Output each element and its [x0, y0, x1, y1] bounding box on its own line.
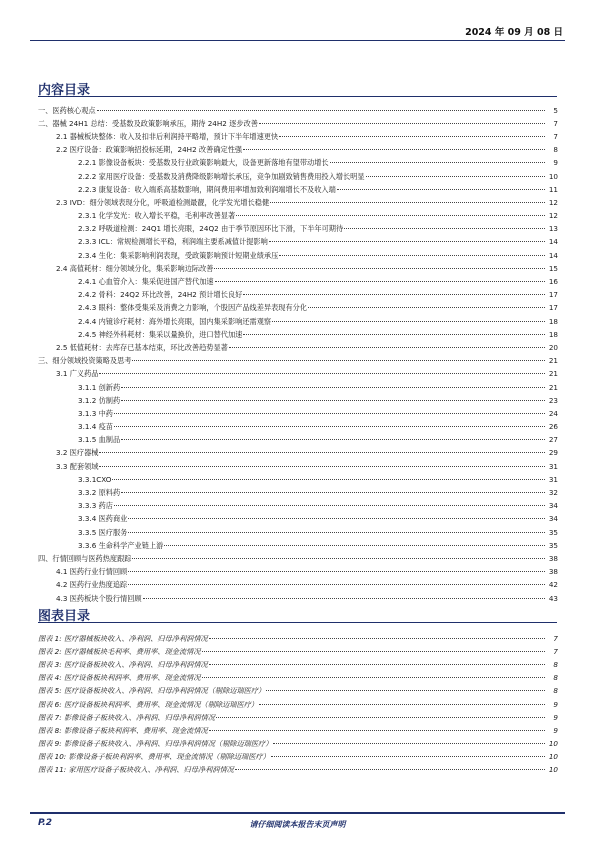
toc-entry-page: 18: [548, 316, 558, 326]
leader-dots: [99, 445, 545, 454]
leader-dots: [114, 405, 545, 414]
toc-entry-label: 3.3.2 原料药: [78, 488, 121, 498]
toc-entry[interactable]: [38, 458, 558, 471]
figure-entry-label: 图表 5: 医疗设备板块收入、净利润、归母净利润情况（剔除迈瑞医疗）: [38, 686, 266, 696]
toc-entry-page: 38: [548, 553, 558, 563]
leader-dots: [99, 458, 545, 467]
figure-entry-page: 10: [548, 765, 558, 775]
leader-dots: [121, 484, 545, 493]
figure-entry-page: 9: [553, 699, 558, 709]
toc-entry-label: 2.3.4 生化：集采影响利润表现，受政策影响预计短期业绩承压: [78, 250, 279, 260]
leader-dots: [209, 656, 545, 665]
figure-entry-page: 7: [553, 646, 558, 656]
toc-entry-label: 3.3.3 药店: [78, 501, 113, 511]
toc-entry[interactable]: [38, 524, 558, 537]
figure-entry-page: 10: [548, 739, 558, 749]
leader-dots: [259, 696, 545, 705]
toc-entry[interactable]: [38, 168, 558, 181]
toc-entry-label: 3.3.5 医疗服务: [78, 527, 128, 537]
toc-entry-page: 11: [548, 184, 558, 194]
figure-entry[interactable]: [38, 683, 558, 696]
figure-entry-label: 图表 6: 医疗设备板块利润率、费用率、现金流情况（剔除迈瑞医疗）: [38, 699, 259, 709]
toc-entry-page: 29: [548, 448, 558, 458]
toc-entry[interactable]: [38, 445, 558, 458]
leader-dots: [128, 511, 545, 520]
figure-entry-page: 10: [548, 752, 558, 762]
toc-entry[interactable]: [38, 590, 558, 603]
figure-entry[interactable]: [38, 670, 558, 683]
toc-entry[interactable]: [38, 115, 558, 128]
page-number: P.2: [38, 818, 52, 828]
toc-entry-label: 3.3.6 生命科学产业链上游: [78, 540, 164, 550]
figure-entry[interactable]: [38, 630, 558, 643]
leader-dots: [270, 194, 545, 203]
toc-entry-page: 31: [548, 461, 558, 471]
toc-title-rule: [38, 96, 557, 97]
toc-entry-label: 四、行情回顾与医药热度跟踪: [38, 553, 132, 563]
leader-dots: [243, 326, 545, 335]
figure-entry-label: 图表 10: 影像设备子板块利润率、费用率、现金流情况（剔除迈瑞医疗）: [38, 752, 270, 762]
leader-dots: [132, 353, 545, 362]
toc-entry-label: 2.5 低值耗材：去库存已基本结束，环比改善趋势显著: [56, 342, 228, 352]
toc-entry[interactable]: [38, 405, 558, 418]
toc-entry[interactable]: [38, 379, 558, 392]
figure-entry-label: 图表 9: 影像设备子板块收入、净利润、归母净利润情况（剔除迈瑞医疗）: [38, 739, 273, 749]
header-rule: [30, 40, 565, 41]
leader-dots: [344, 221, 545, 230]
figure-entry-page: 8: [553, 673, 558, 683]
toc-entry-page: 27: [548, 435, 558, 445]
toc-entry-page: 34: [548, 501, 558, 511]
leader-dots: [114, 419, 545, 428]
toc-entry-label: 2.2.2 家用医疗设备：受基数及消费降级影响增长承压，竞争加剧致销售费用投入增长明显: [78, 171, 365, 181]
figure-entry[interactable]: [38, 749, 558, 762]
toc-entry[interactable]: [38, 287, 558, 300]
toc-entry-page: 35: [548, 527, 558, 537]
toc-entry-page: 14: [548, 237, 558, 247]
footer-rule: [30, 812, 565, 814]
figure-entry[interactable]: [38, 709, 558, 722]
toc-entry-page: 31: [548, 474, 558, 484]
toc-entry[interactable]: [38, 155, 558, 168]
toc-entry[interactable]: [38, 419, 558, 432]
toc-entry[interactable]: [38, 181, 558, 194]
leader-dots: [216, 709, 545, 718]
toc-entry[interactable]: [38, 208, 558, 221]
leader-dots: [229, 339, 545, 348]
leader-dots: [272, 313, 545, 322]
toc-entry[interactable]: [38, 432, 558, 445]
report-date: 2024 年 09 月 08 日: [465, 27, 563, 38]
toc-entry-page: 17: [548, 303, 558, 313]
toc-entry[interactable]: [38, 392, 558, 405]
leader-dots: [209, 630, 545, 639]
leader-dots: [99, 366, 545, 375]
toc-entry-label: 3.3 配套领域: [56, 461, 99, 471]
toc-entry[interactable]: [38, 221, 558, 234]
toc-entry-page: 18: [548, 329, 558, 339]
toc-entry-page: 21: [548, 382, 558, 392]
leader-dots: [266, 683, 545, 692]
toc-entry-page: 21: [548, 356, 558, 366]
leader-dots: [112, 471, 545, 480]
toc-entry-page: 34: [548, 514, 558, 524]
toc-entry-label: 一、医药核心观点: [38, 105, 96, 115]
figure-entry[interactable]: [38, 696, 558, 709]
figure-entry-page: 9: [553, 712, 558, 722]
toc-entry-page: 43: [548, 593, 558, 603]
toc-entry-page: 38: [548, 567, 558, 577]
leader-dots: [143, 590, 545, 599]
toc-entry-label: 2.4 高值耗材：细分领域分化，集采影响边际改善: [56, 263, 214, 273]
figure-entry-label: 图表 8: 影像设备子板块利润率、费用率、现金流情况: [38, 725, 208, 735]
toc-entry-page: 5: [553, 105, 558, 115]
toc-list: [38, 102, 558, 603]
toc-entry-label: 2.2 医疗设备：政策影响招投标延期，24H2 改善确定性强: [56, 145, 243, 155]
toc-entry-page: 12: [548, 211, 558, 221]
toc-entry-label: 二、器械 24H1 总结：受基数及政策影响承压，期待 24H2 逐步改善: [38, 118, 258, 128]
toc-entry[interactable]: [38, 564, 558, 577]
figure-entry-label: 图表 7: 影像设备子板块收入、净利润、归母净利润情况: [38, 712, 215, 722]
toc-entry-page: 8: [553, 145, 558, 155]
toc-entry[interactable]: [38, 128, 558, 141]
leader-dots: [121, 432, 545, 441]
leader-dots: [164, 537, 545, 546]
figures-list: [38, 630, 558, 775]
figure-entry[interactable]: [38, 736, 558, 749]
toc-entry[interactable]: [38, 511, 558, 524]
toc-entry[interactable]: [38, 194, 558, 207]
leader-dots: [209, 722, 545, 731]
leader-dots: [128, 524, 545, 533]
toc-entry-label: 3.2 医疗器械: [56, 448, 99, 458]
toc-entry-label: 2.2.3 康复设备：收入端系高基数影响，期间费用率增加致利润端增长不及收入端: [78, 184, 336, 194]
toc-entry-label: 2.3.2 呼吸道检测：24Q1 增长亮眼，24Q2 由于季节原因环比下滑，下半年可期待: [78, 224, 344, 234]
toc-entry-page: 16: [548, 277, 558, 287]
figure-entry[interactable]: [38, 656, 558, 669]
leader-dots: [121, 379, 545, 388]
toc-entry-page: 35: [548, 540, 558, 550]
toc-entry-page: 7: [553, 118, 558, 128]
leader-dots: [330, 155, 545, 164]
toc-entry-label: 2.1 器械板块整体：收入及扣非后利润持平略增，预计下半年增速更快: [56, 131, 279, 141]
toc-entry-label: 2.2.1 影像设备板块：受基数及行业政策影响最大，设备更新落地有望带动增长: [78, 158, 329, 168]
leader-dots: [236, 208, 545, 217]
toc-entry-label: 2.4.4 内镜诊疗耗材：海外增长亮眼，国内集采影响还需观察: [78, 316, 272, 326]
toc-entry[interactable]: [38, 260, 558, 273]
toc-entry[interactable]: [38, 234, 558, 247]
toc-entry[interactable]: [38, 471, 558, 484]
toc-entry-page: 10: [548, 171, 558, 181]
figure-entry-label: 图表 2: 医疗器械板块毛利率、费用率、现金流情况: [38, 646, 201, 656]
leader-dots: [132, 550, 545, 559]
figure-entry[interactable]: [38, 643, 558, 656]
toc-entry-label: 4.2 医药行业热度追踪: [56, 580, 128, 590]
leader-dots: [214, 260, 545, 269]
leader-dots: [271, 749, 545, 758]
leader-dots: [97, 102, 545, 111]
toc-entry-page: 42: [548, 580, 558, 590]
toc-entry-page: 13: [548, 224, 558, 234]
toc-entry-page: 17: [548, 290, 558, 300]
leader-dots: [273, 736, 545, 745]
leader-dots: [128, 564, 545, 573]
toc-entry[interactable]: [38, 339, 558, 352]
leader-dots: [337, 181, 545, 190]
toc-entry[interactable]: [38, 484, 558, 497]
toc-entry-page: 23: [548, 395, 558, 405]
leader-dots: [279, 128, 545, 137]
toc-entry-label: 2.4.5 神经外科耗材：集采以量换价，进口替代加速: [78, 329, 243, 339]
toc-entry-page: 9: [553, 158, 558, 168]
toc-entry-label: 3.3.4 医药商业: [78, 514, 128, 524]
leader-dots: [235, 762, 545, 771]
toc-entry-label: 3.1 广义药品: [56, 369, 99, 379]
toc-entry[interactable]: [38, 537, 558, 550]
leader-dots: [202, 670, 545, 679]
toc-entry-label: 2.4.2 骨科：24Q2 环比改善，24H2 预计增长良好: [78, 290, 243, 300]
toc-entry-page: 12: [548, 197, 558, 207]
leader-dots: [114, 498, 545, 507]
toc-entry-label: 4.1 医药行业行情回顾: [56, 567, 128, 577]
toc-entry-page: 20: [548, 342, 558, 352]
leader-dots: [308, 300, 545, 309]
toc-entry-label: 2.3.1 化学发光：收入增长平稳，毛利率改善显著: [78, 211, 236, 221]
toc-entry[interactable]: [38, 313, 558, 326]
toc-entry[interactable]: [38, 577, 558, 590]
leader-dots: [215, 273, 545, 282]
toc-entry-label: 4.3 医药板块个股行情回顾: [56, 593, 142, 603]
leader-dots: [202, 643, 545, 652]
figure-entry[interactable]: [38, 722, 558, 735]
leader-dots: [128, 577, 545, 586]
disclaimer-note: 请仔细阅读本报告末页声明: [249, 820, 346, 829]
toc-entry-page: 21: [548, 369, 558, 379]
toc-entry[interactable]: [38, 550, 558, 563]
leader-dots: [121, 392, 545, 401]
figure-entry-page: 7: [553, 633, 558, 643]
toc-entry[interactable]: [38, 300, 558, 313]
figure-entry-label: 图表 3: 医疗设备板块收入、净利润、归母净利润情况: [38, 659, 208, 669]
toc-entry-label: 2.4.3 眼科：整体受集采及消费之力影响，个股因产品线差异表现有分化: [78, 303, 308, 313]
toc-entry-label: 3.1.3 中药: [78, 408, 113, 418]
toc-entry-label: 3.1.4 疫苗: [78, 422, 113, 432]
figures-title-rule: [38, 622, 557, 623]
toc-entry-page: 24: [548, 408, 558, 418]
figure-entry[interactable]: [38, 762, 558, 775]
leader-dots: [259, 115, 545, 124]
toc-entry-label: 2.3 IVD：细分领域表现分化，呼吸道检测最靓，化学发光增长稳健: [56, 197, 270, 207]
figure-entry-page: 9: [553, 725, 558, 735]
toc-entry[interactable]: [38, 366, 558, 379]
leader-dots: [366, 168, 545, 177]
toc-entry-label: 2.4.1 心血管介入：集采促进国产替代加速: [78, 277, 214, 287]
figures-title: 图表目录: [38, 609, 91, 624]
toc-entry[interactable]: [38, 326, 558, 339]
toc-entry[interactable]: [38, 273, 558, 286]
toc-entry[interactable]: [38, 247, 558, 260]
toc-entry-label: 三、细分领域投资策略及思考: [38, 356, 132, 366]
figure-entry-page: 8: [553, 686, 558, 696]
figure-entry-label: 图表 1: 医疗器械板块收入、净利润、归母净利润情况: [38, 633, 208, 643]
toc-entry[interactable]: [38, 353, 558, 366]
toc-title: 内容目录: [38, 83, 91, 98]
figure-entry-label: 图表 11: 家用医疗设备子板块收入、净利润、归母净利润情况: [38, 765, 234, 775]
figure-entry-label: 图表 4: 医疗设备板块利润率、费用率、现金流情况: [38, 673, 201, 683]
toc-entry-label: 3.1.5 血制品: [78, 435, 121, 445]
toc-entry-page: 15: [548, 263, 558, 273]
toc-entry[interactable]: [38, 498, 558, 511]
toc-entry-label: 3.3.1CXO: [78, 474, 112, 484]
leader-dots: [279, 247, 545, 256]
toc-entry-label: 3.1.2 仿制药: [78, 395, 121, 405]
toc-entry-label: 3.1.1 创新药: [78, 382, 121, 392]
leader-dots: [243, 287, 545, 296]
toc-entry[interactable]: [38, 102, 558, 115]
leader-dots: [269, 234, 545, 243]
figure-entry-page: 8: [553, 659, 558, 669]
toc-entry-page: 32: [548, 488, 558, 498]
toc-entry-page: 26: [548, 422, 558, 432]
toc-entry-label: 2.3.3 ICL：常规检测增长平稳，利润端主要系减值计提影响: [78, 237, 268, 247]
toc-entry[interactable]: [38, 142, 558, 155]
toc-entry-page: 7: [553, 131, 558, 141]
toc-entry-page: 14: [548, 250, 558, 260]
leader-dots: [243, 142, 545, 151]
